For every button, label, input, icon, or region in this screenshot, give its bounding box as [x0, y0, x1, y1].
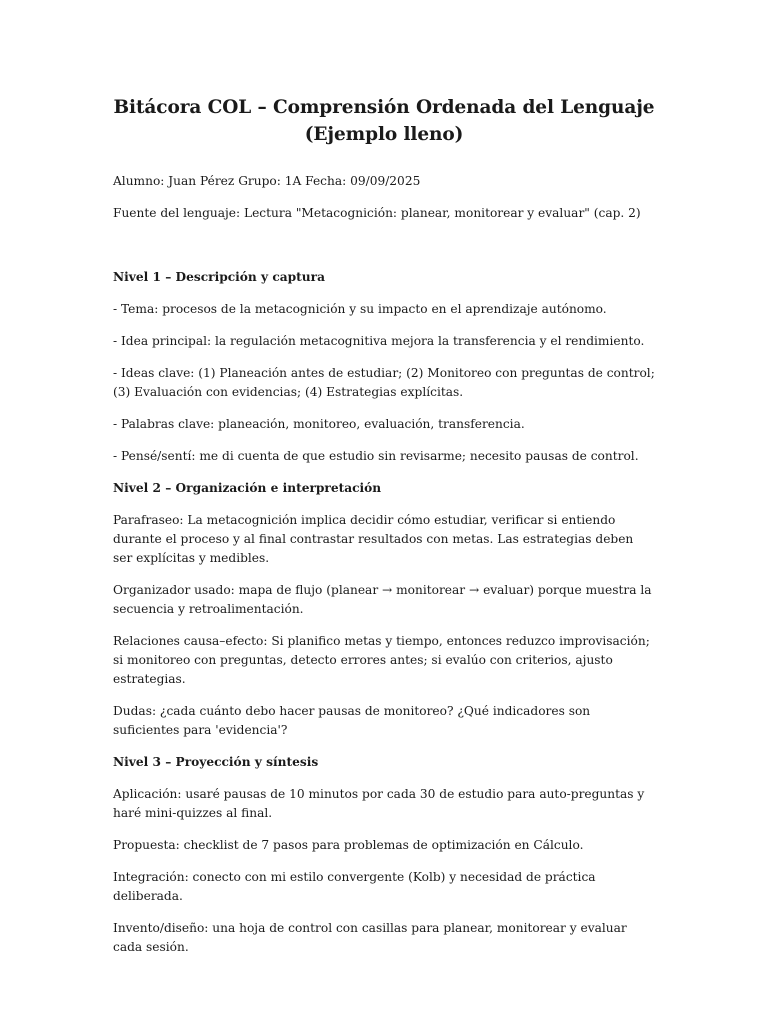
- nivel-3-item: Integración: conecto con mi estilo convergente (Kolb) y necesidad de práctica deliberada.: [113, 870, 596, 903]
- nivel-1-item: - Pensé/sentí: me di cuenta de que estudio sin revisarme; necesito pausas de control.: [113, 449, 639, 463]
- nivel-3-item: Aplicación: usaré pausas de 10 minutos por cada 30 de estudio para auto-preguntas y haré mini-quizzes al final.: [113, 787, 645, 820]
- source-line: Fuente del lenguaje: Lectura "Metacognición: planear, monitorear y evaluar" (cap. 2): [113, 206, 641, 220]
- nivel-3-heading: Nivel 3 – Proyección y síntesis: [113, 755, 319, 769]
- nivel-2-item: Relaciones causa–efecto: Si planifico metas y tiempo, entonces reduzco improvisación; si monitoreo con preguntas, detecto errores antes; si evalúo con criterios, ajusto estrategias.: [113, 634, 650, 686]
- nivel-2-item: Dudas: ¿cada cuánto debo hacer pausas de monitoreo? ¿Qué indicadores son suficientes para 'evidencia'?: [113, 704, 591, 737]
- nivel-2-item: Organizador usado: mapa de flujo (planear → monitorear → evaluar) porque muestra la secuencia y retroalimentación.: [113, 583, 652, 616]
- nivel-3-item: Invento/diseño: una hoja de control con casillas para planear, monitorear y evaluar cada sesión.: [113, 921, 627, 954]
- document-title: Bitácora COL – Comprensión Ordenada del Lenguaje (Ejemplo lleno): [113, 97, 655, 145]
- nivel-1-item: - Tema: procesos de la metacognición y su impacto en el aprendizaje autónomo.: [113, 302, 607, 316]
- nivel-1-item: - Ideas clave: (1) Planeación antes de estudiar; (2) Monitoreo con preguntas de control; (3) Evaluación con evidencias; (4) Estrategias explícitas.: [113, 366, 655, 399]
- nivel-3-item: Propuesta: checklist de 7 pasos para problemas de optimización en Cálculo.: [113, 838, 584, 852]
- nivel-2-heading: Nivel 2 – Organización e interpretación: [113, 481, 382, 495]
- nivel-1-item: - Palabras clave: planeación, monitoreo, evaluación, transferencia.: [113, 417, 525, 431]
- nivel-1-item: - Idea principal: la regulación metacognitiva mejora la transferencia y el rendimiento.: [113, 334, 645, 348]
- student-info-line: Alumno: Juan Pérez Grupo: 1A Fecha: 09/09/2025: [113, 174, 421, 188]
- nivel-1-heading: Nivel 1 – Descripción y captura: [113, 270, 325, 284]
- nivel-2-item: Parafraseo: La metacognición implica decidir cómo estudiar, verificar si entiendo durante el proceso y al final contrastar resultados con metas. Las estrategias deben ser explícitas y medibles.: [113, 513, 634, 565]
